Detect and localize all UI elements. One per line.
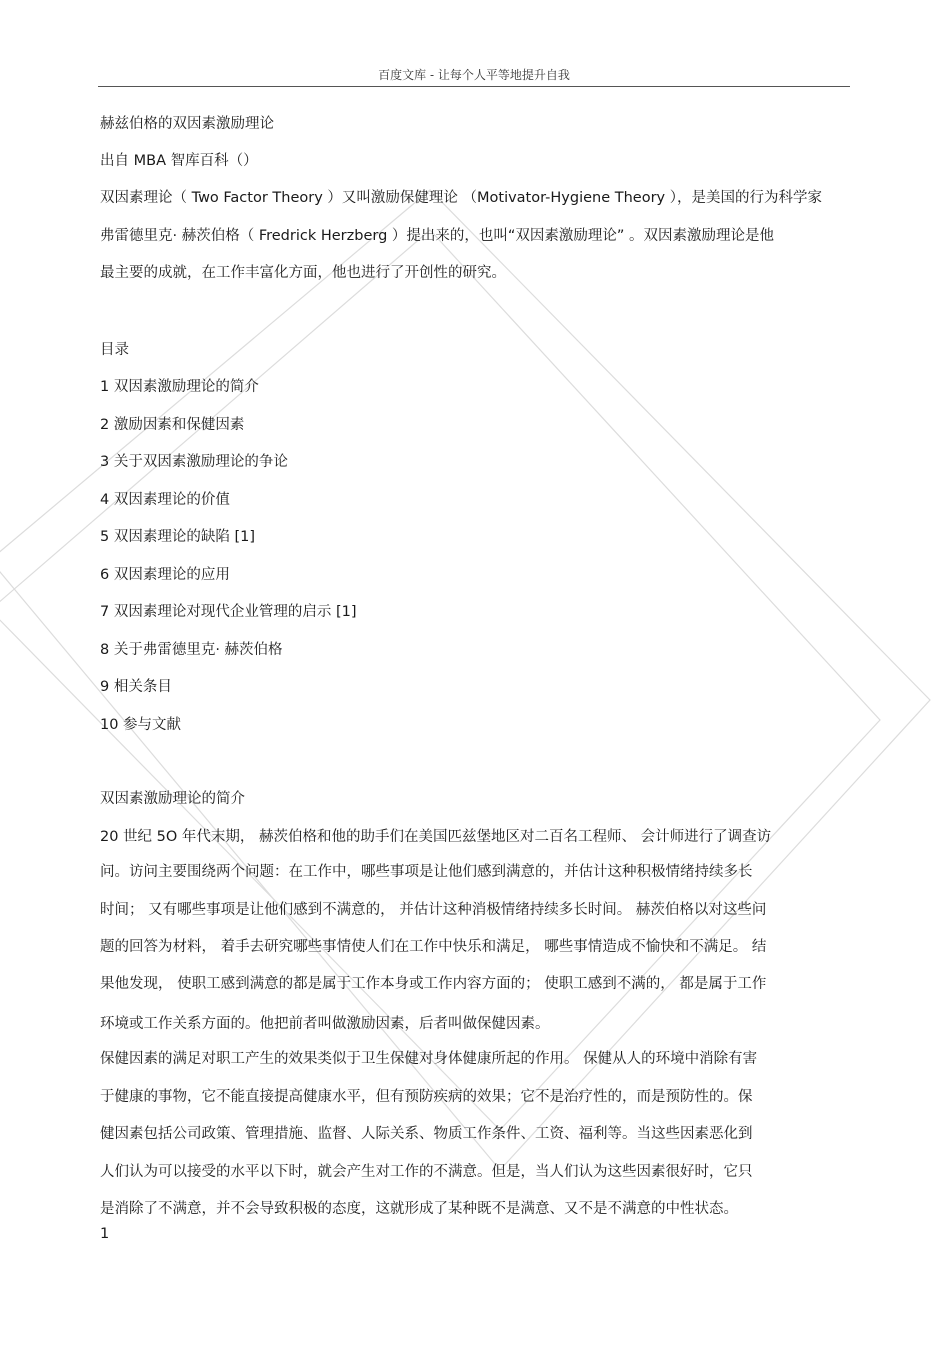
toc-item[interactable]: 7 双因素理论对现代企业管理的启示 [1] [100,604,357,620]
page-header: 百度文库 - 让每个人平等地提升自我 [98,64,850,87]
toc-item[interactable]: 3 关于双因素激励理论的争论 [100,454,288,470]
paragraph-line: 是消除了不满意，并不会导致积极的态度，这就形成了某种既不是满意、又不是不满意的中性状态。 [100,1201,738,1217]
toc-item[interactable]: 9 相关条目 [100,679,172,695]
source-line: 出自 MBA 智库百科（） [100,153,258,169]
toc-item[interactable]: 10 参与文献 [100,717,182,733]
toc-item[interactable]: 2 激励因素和保健因素 [100,417,245,433]
paragraph-line: 题的回答为材料， 着手去研究哪些事情使人们在工作中快乐和满足， 哪些事情造成不愉快和不满足。 结 [100,939,767,955]
document-title: 赫兹伯格的双因素激励理论 [100,116,274,132]
intro-line: 弗雷德里克· 赫茨伯格（ Fredrick Herzberg ）提出来的，也叫“双因素激励理论” 。双因素激励理论是他 [100,228,775,244]
toc-heading: 目录 [100,342,129,358]
intro-line: 双因素理论（ Two Factor Theory ）又叫激励保健理论 （Motivator-Hygiene Theory ），是美国的行为科学家 [100,190,822,206]
paragraph-line: 人们认为可以接受的水平以下时，就会产生对工作的不满意。但是，当人们认为这些因素很好时，它只 [100,1164,753,1180]
toc-item[interactable]: 1 双因素激励理论的简介 [100,379,259,395]
paragraph-line: 保健因素的满足对职工产生的效果类似于卫生保健对身体健康所起的作用。 保健从人的环境中消除有害 [100,1051,758,1067]
toc-item[interactable]: 4 双因素理论的价值 [100,492,230,508]
paragraph-line: 问。访问主要围绕两个问题：在工作中，哪些事项是让他们感到满意的，并估计这种积极情绪持续多长 [100,864,753,880]
paragraph-line: 时间； 又有哪些事项是让他们感到不满意的， 并估计这种消极情绪持续多长时间。 赫茨伯格以对这些问 [100,902,767,918]
toc-item[interactable]: 6 双因素理论的应用 [100,567,230,583]
intro-line: 最主要的成就，在工作丰富化方面，他也进行了开创性的研究。 [100,265,506,281]
paragraph-line: 于健康的事物，它不能直接提高健康水平，但有预防疾病的效果；它不是治疗性的，而是预防性的。保 [100,1089,753,1105]
paragraph-line: 环境或工作关系方面的。他把前者叫做激励因素，后者叫做保健因素。 [100,1016,550,1032]
toc-item[interactable]: 5 双因素理论的缺陷 [1] [100,529,255,545]
paragraph-line: 20 世纪 5O 年代末期， 赫茨伯格和他的助手们在美国匹兹堡地区对二百名工程师、 会计师进行了调查访 [100,829,772,845]
toc-item[interactable]: 8 关于弗雷德里克· 赫茨伯格 [100,642,283,658]
paragraph-line: 果他发现， 使职工感到满意的都是属于工作本身或工作内容方面的； 使职工感到不满的， 都是属于工作 [100,976,767,992]
paragraph-line: 健因素包括公司政策、管理措施、监督、人际关系、物质工作条件、工资、福利等。当这些因素恶化到 [100,1126,753,1142]
page-number: 1 [100,1226,110,1242]
section-heading: 双因素激励理论的简介 [100,791,245,807]
